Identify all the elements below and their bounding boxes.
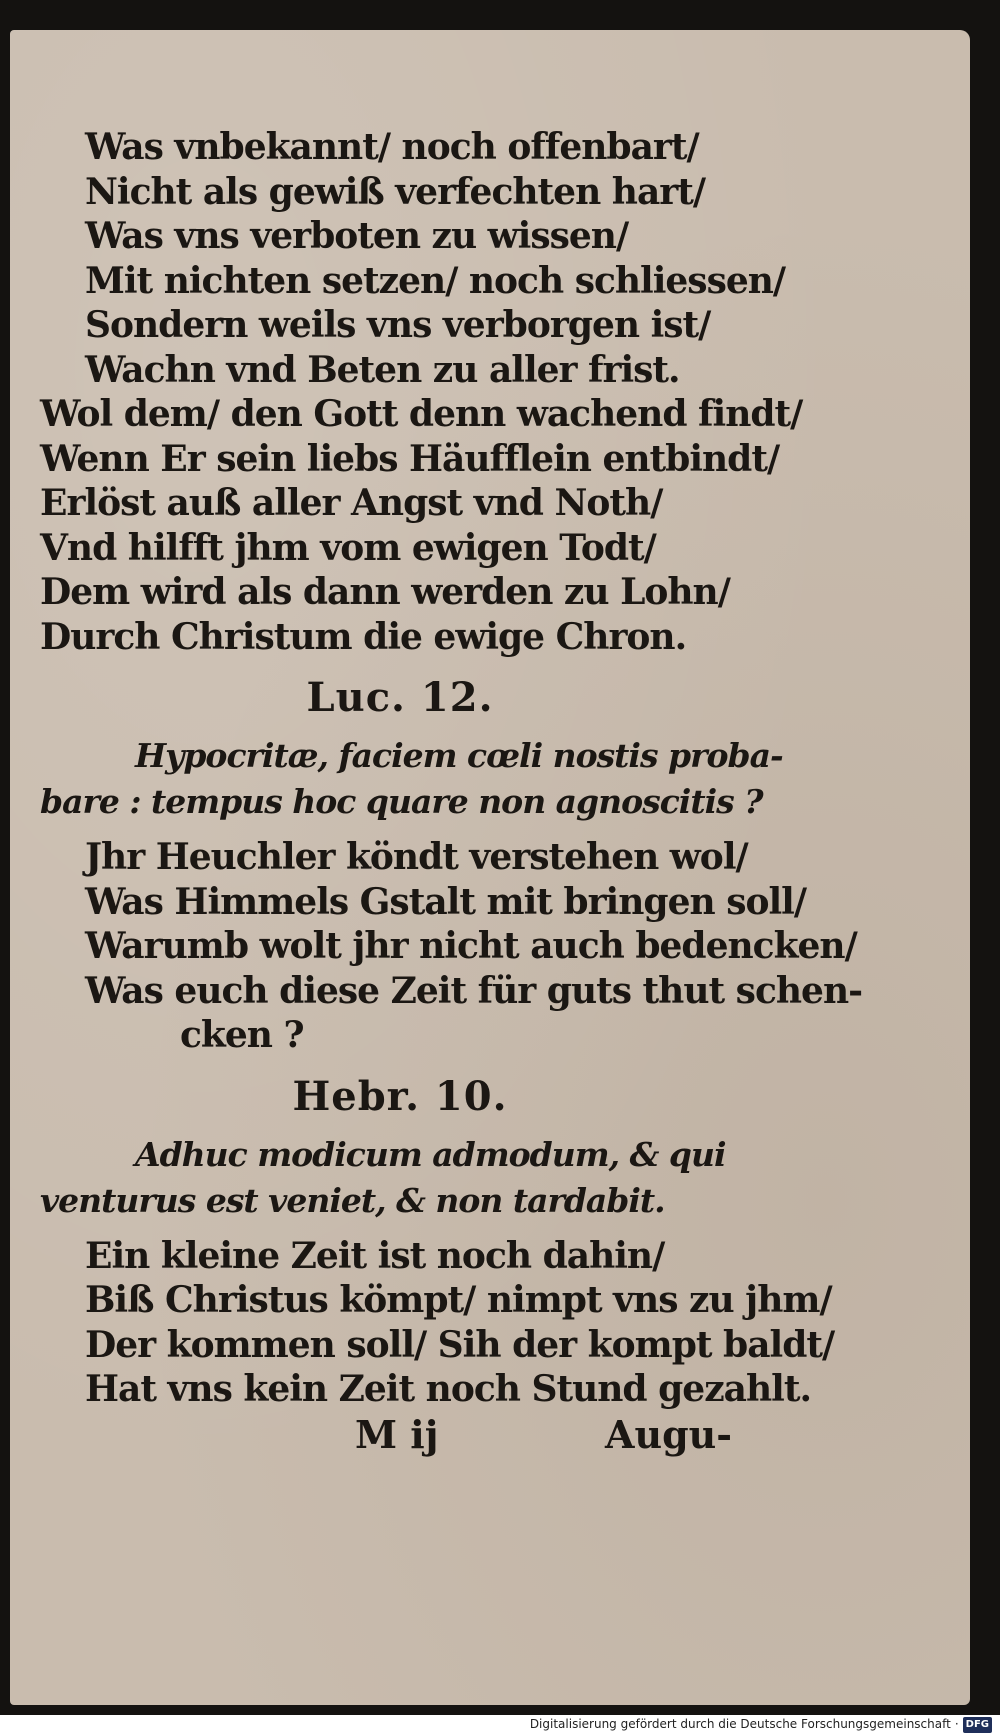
verse-line: Biß Christus kömpt/ nimpt vns zu jhm/ (85, 1279, 832, 1321)
verse-line: Wol dem/ den Gott denn wachend findt/ (40, 393, 803, 435)
latin-quote-line: Adhuc modicum admodum, & qui (135, 1134, 726, 1174)
separator: · (954, 1717, 959, 1731)
verse-line: Wachn vnd Beten zu aller frist. (85, 348, 680, 391)
verse-line: Der kommen soll/ Sih der kompt baldt/ (85, 1323, 835, 1366)
catchword: Augu- (605, 1411, 733, 1457)
verse-line: Sondern weils vns verborgen ist/ (85, 304, 711, 346)
verse-line: Warumb wolt jhr nicht auch bedencken/ (85, 925, 857, 967)
page-text (40, 125, 863, 1458)
spacer (40, 1224, 760, 1234)
verse-line: Durch Christum die ewige Chron. (40, 615, 687, 658)
verse-line: Hat vns kein Zeit noch Stund gezahlt. (85, 1368, 811, 1410)
spacer (40, 825, 760, 835)
credit-text: Digitalisierung gefördert durch die Deutsche Forschungsgemeinschaft (529, 1717, 951, 1731)
latin-quote-line: venturus est veniet, & non tardabit. (40, 1180, 665, 1220)
verse-line: Vnd hilfft jhm vom ewigen Todt/ (40, 526, 656, 569)
verse-line: Wenn Er sein liebs Häufflein entbindt/ (40, 437, 780, 480)
verse-line: Mit nichten setzen/ noch schliessen/ (85, 259, 786, 302)
verse-continuation: cken ? (180, 1014, 304, 1056)
latin-quote-line: Hypocritæ, faciem cœli nostis proba- (135, 736, 783, 775)
latin-quote-line: bare : tempus hoc quare non agnoscitis ? (40, 782, 763, 821)
signature-mark: M ij (355, 1411, 439, 1457)
verse-line: Nicht als gewiß verfechten hart/ (85, 170, 706, 213)
verse-line: Dem wird als dann werden zu Lohn/ (40, 571, 730, 613)
digitization-credit (530, 1715, 992, 1734)
verse-line: Erlöst auß aller Angst vnd Noth/ (40, 482, 663, 524)
verse-line: Jhr Heuchler köndt verstehen wol/ (85, 836, 748, 878)
verse-line: Ein kleine Zeit ist noch dahin/ (85, 1234, 665, 1277)
verse-line: Was Himmels Gstalt mit bringen soll/ (85, 880, 806, 923)
section-heading-hebrews: Hebr. 10. (292, 1072, 508, 1120)
dfg-logo-icon: DFG (963, 1717, 992, 1733)
section-heading-luke: Luc. 12. (306, 674, 494, 721)
book-page (10, 30, 970, 1705)
verse-line: Was vns verboten zu wissen/ (85, 215, 629, 257)
verse-line: Was vnbekannt/ noch offenbart/ (85, 126, 699, 168)
catchline (40, 1412, 760, 1458)
verse-line: Was euch diese Zeit für guts thut schen- (85, 969, 863, 1012)
